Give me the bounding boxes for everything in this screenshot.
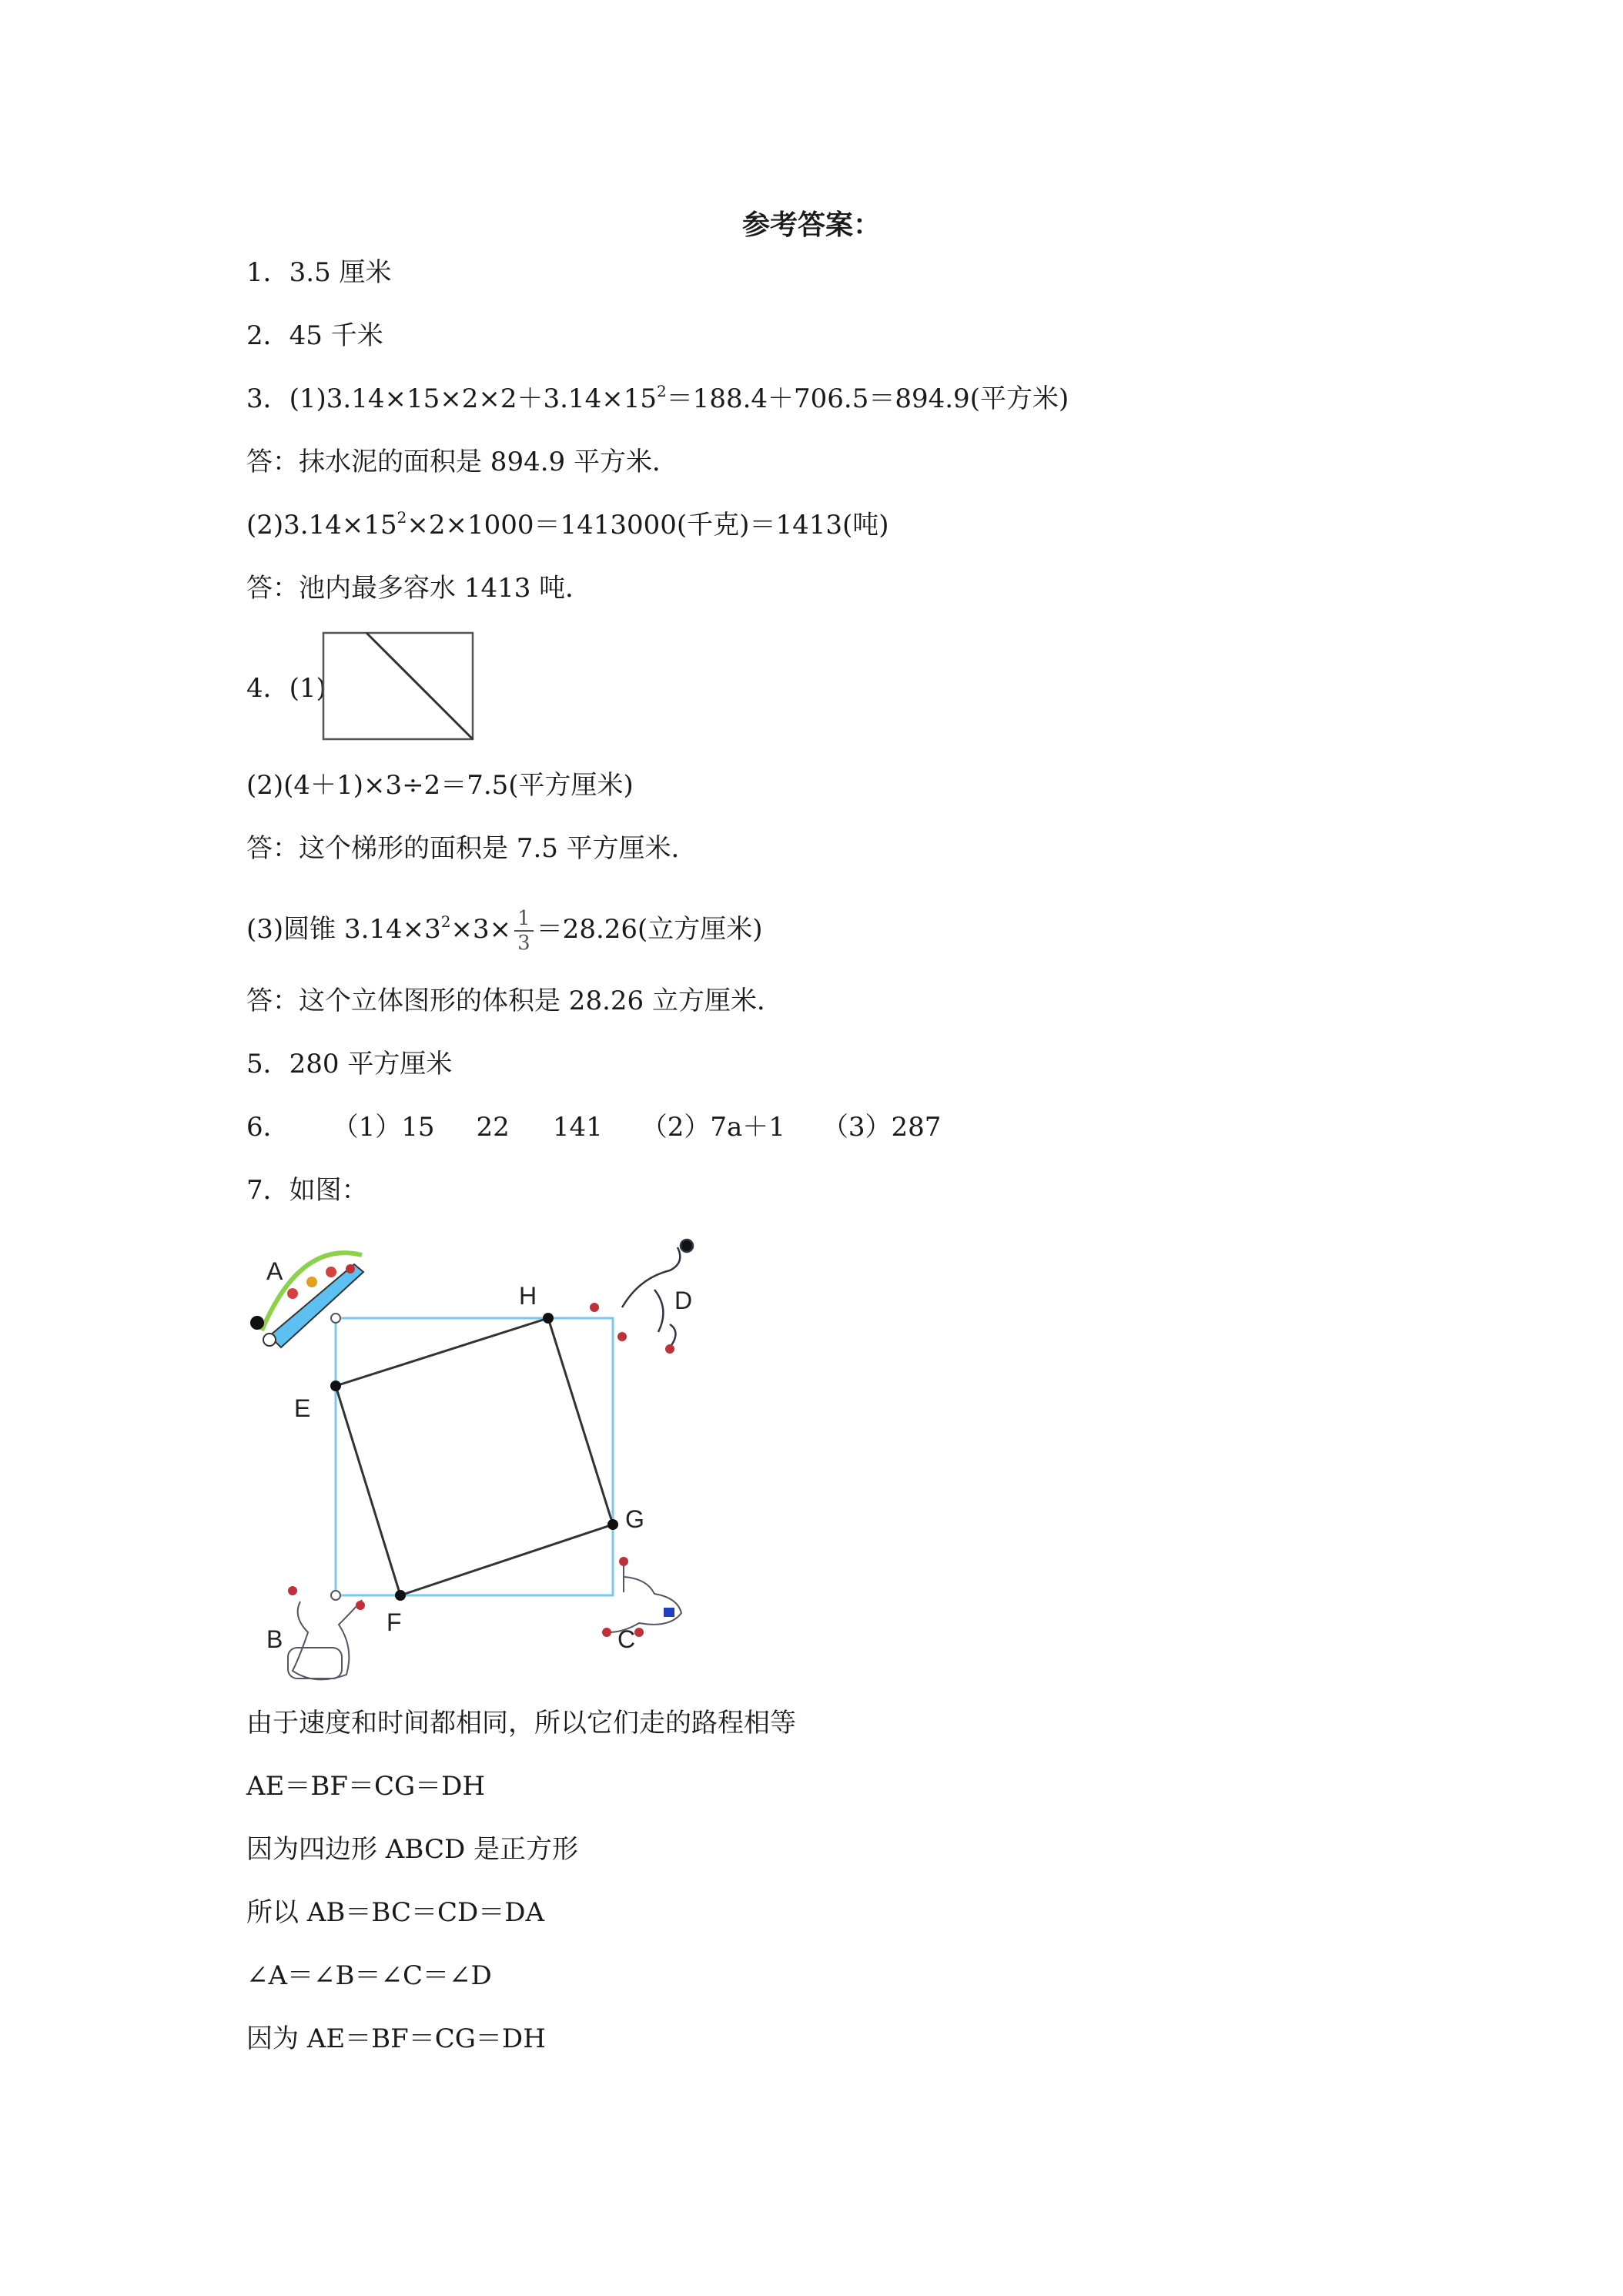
answer-3-part1: 3．$(1)3.14\times 15\times 2\times 2+3.14\times 15^2=188.4+706.5=894.9$(平方米) (246, 382, 1069, 414)
answer-3-reply1: 答：抹水泥的面积是 894.9 平方米． (246, 447, 678, 477)
answer-4-part1: 4．(1) (246, 673, 326, 704)
answer-2: 2．45 千米 (246, 320, 383, 351)
answer-4-reply2: 答：这个梯形的面积是 7.5 平方厘米． (246, 833, 698, 864)
answer-1: 1．3.5 厘米 (246, 257, 392, 288)
corner-figure-b (288, 1586, 365, 1679)
answer-6: 6． （1）15 22 141 （2）7a＋1 （3）287 (246, 1112, 942, 1143)
proof-line: 因为 AE＝BF＝CG＝DH (246, 2023, 546, 2054)
point-e (330, 1381, 341, 1391)
label-c: C (617, 1625, 636, 1653)
page-title: 参考答案： (741, 209, 881, 241)
label-g: G (625, 1505, 644, 1533)
label-d: D (674, 1287, 693, 1314)
point-f (395, 1590, 406, 1601)
label-e: E (294, 1394, 311, 1422)
answer-4-part2: (2)(4＋1)×3÷2＝7.5(平方厘米) (246, 770, 634, 801)
answer-7: 7．如图： (246, 1175, 368, 1206)
proof-line: 所以 AB＝BC＝CD＝DA (246, 1897, 545, 1928)
label-h: H (519, 1282, 537, 1310)
answer-4-reply3: 答：这个立体图形的体积是 28.26 立方厘米． (246, 986, 783, 1016)
rectangle-diagonal-figure (322, 631, 476, 744)
proof-line: ∠A＝∠B＝∠C＝∠D (246, 1960, 492, 1991)
label-a: A (266, 1257, 283, 1285)
fraction-one-third: $\frac{1}{3}$ (514, 907, 534, 955)
proof-line: AE＝BF＝CG＝DH (246, 1771, 486, 1802)
answer-3-part2: $(2)3.14\times 15^2\times 2\times 1000=1413000$(千克)＝1413(吨) (246, 508, 889, 541)
point-g (607, 1519, 618, 1530)
label-f: F (387, 1608, 402, 1636)
inner-square (336, 1318, 613, 1595)
point-h (543, 1313, 554, 1324)
label-b: B (266, 1625, 283, 1653)
proof-line: 由于速度和时间都相同，所以它们走的路程相等 (246, 1708, 796, 1739)
square-path-figure (239, 1217, 701, 1694)
proof-line: 因为四边形 ABCD 是正方形 (246, 1834, 579, 1865)
outer-square (336, 1318, 613, 1595)
answer-3-reply2: 答：池内最多容水 1413 吨． (246, 573, 592, 604)
answer-4-part3: (3)圆锥 $3.14\times 3^2\times 3\times$ $\frac{1}{3}$ ＝28.26(立方厘米) (246, 907, 763, 955)
answer-5: 5．280 平方厘米 (246, 1049, 453, 1079)
